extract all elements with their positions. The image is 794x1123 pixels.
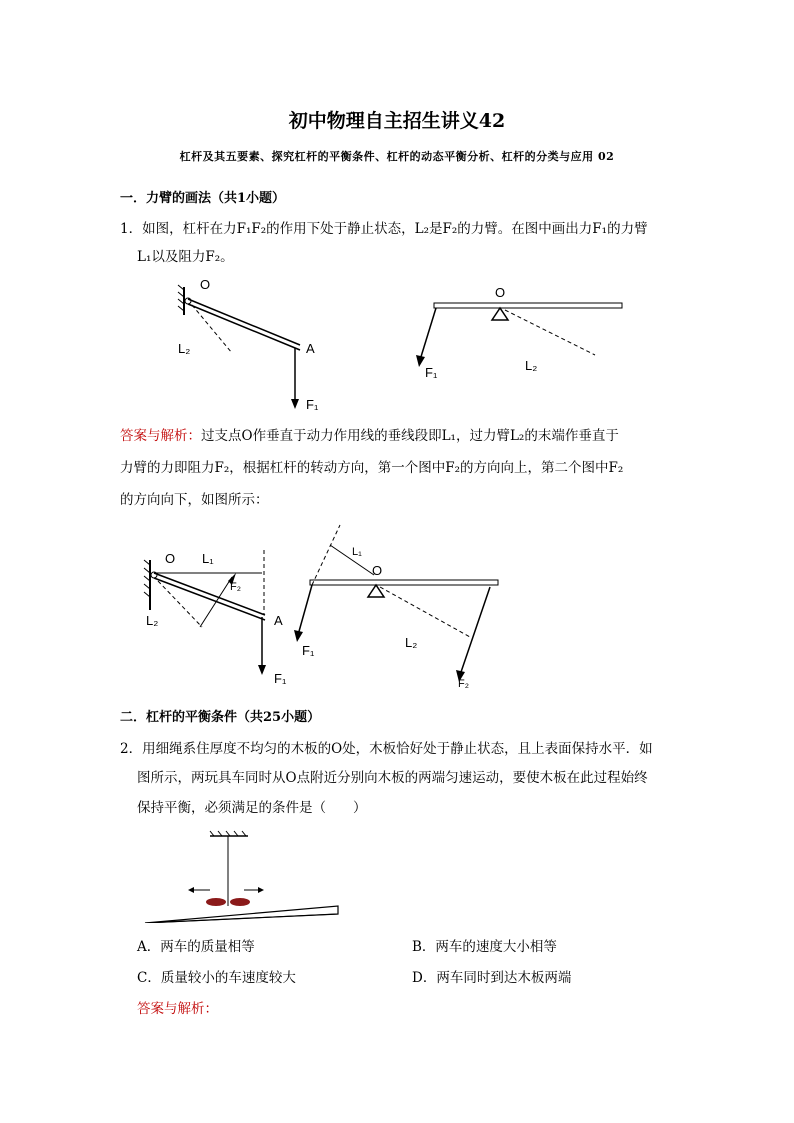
label-F1: F₁	[306, 397, 319, 412]
page-title: 初中物理自主招生讲义42	[288, 110, 506, 132]
answer-label: 答案与解析：	[120, 428, 201, 444]
answer-label-L1: L₁	[202, 551, 214, 566]
question-2-line-2: 图所示，两玩具车同时从O点附近分别向木板的两端匀速运动，要使木板在此过程始终	[137, 770, 648, 786]
question-2-line-3: 保持平衡，必须满足的条件是（ ）	[137, 800, 367, 816]
question-1-line-2: L₁以及阻力F₂。	[137, 249, 234, 265]
page-subtitle: 杠杆及其五要素、探究杠杆的平衡条件、杠杆的动态平衡分析、杠杆的分类与应用 02	[179, 150, 615, 163]
option-c[interactable]: C．质量较小的车速度较大	[137, 970, 296, 986]
label-L2: L₂	[178, 341, 191, 356]
question-1-answer-line-3: 的方向向下，如图所示：	[120, 492, 269, 508]
answer-label-F1: F₁	[274, 671, 287, 686]
label-A: A	[306, 341, 315, 356]
answer-label-O: O	[165, 551, 176, 566]
label-O-right: O	[495, 285, 506, 300]
answer-diagram-left	[144, 550, 287, 686]
toy-car-left	[206, 898, 226, 906]
question-2-figure	[140, 828, 345, 923]
lever-diagram-right	[416, 285, 622, 380]
answer-label-L2-right: L₂	[405, 635, 418, 650]
label-L2-right: L₂	[525, 358, 538, 373]
answer-1-figure	[140, 515, 510, 695]
question-1-figure	[170, 275, 640, 420]
question-1-line-1: 1．如图，杠杆在力F₁F₂的作用下处于静止状态，L₂是F₂的力臂。在图中画出力F₁的力臂	[120, 221, 648, 237]
answer-label-F2: F₂	[230, 581, 241, 593]
lever-diagram-left	[178, 277, 319, 412]
question-1-answer-line-2: 力臂的力即阻力F₂，根据杠杆的转动方向，第一个图中F₂的方向向上，第二个图中F₂	[120, 460, 624, 476]
answer-label-F1-right: F₁	[302, 643, 315, 658]
question-2-line-1: 2．用细绳系住厚度不均匀的木板的O处，木板恰好处于静止状态，且上表面保持水平．如	[120, 741, 653, 757]
question-1-answer-line-1	[120, 423, 680, 449]
answer-label-F2-right: F₂	[458, 678, 469, 690]
option-a[interactable]: A．两车的质量相等	[137, 939, 255, 955]
question-2-answer-label: 答案与解析：	[137, 1001, 218, 1017]
answer-label-L1-right: L₁	[352, 546, 362, 558]
answer-label-L2: L₂	[146, 613, 159, 628]
label-O: O	[200, 277, 211, 292]
label-F1-right: F₁	[425, 365, 438, 380]
toy-car-right	[230, 898, 250, 906]
answer-text-1: 过支点O作垂直于动力作用线的垂线段即L₁，过力臂L₂的末端作垂直于	[201, 428, 619, 444]
option-d[interactable]: D．两车同时到达木板两端	[412, 970, 572, 986]
answer-label-A: A	[274, 613, 283, 628]
answer-label-O-right: O	[372, 563, 383, 578]
option-b[interactable]: B．两车的速度大小相等	[412, 939, 557, 955]
section-heading-2: 二．杠杆的平衡条件（共25小题）	[120, 710, 321, 725]
answer-diagram-right	[294, 525, 498, 690]
section-heading-1: 一．力臂的画法（共1小题）	[120, 191, 286, 206]
